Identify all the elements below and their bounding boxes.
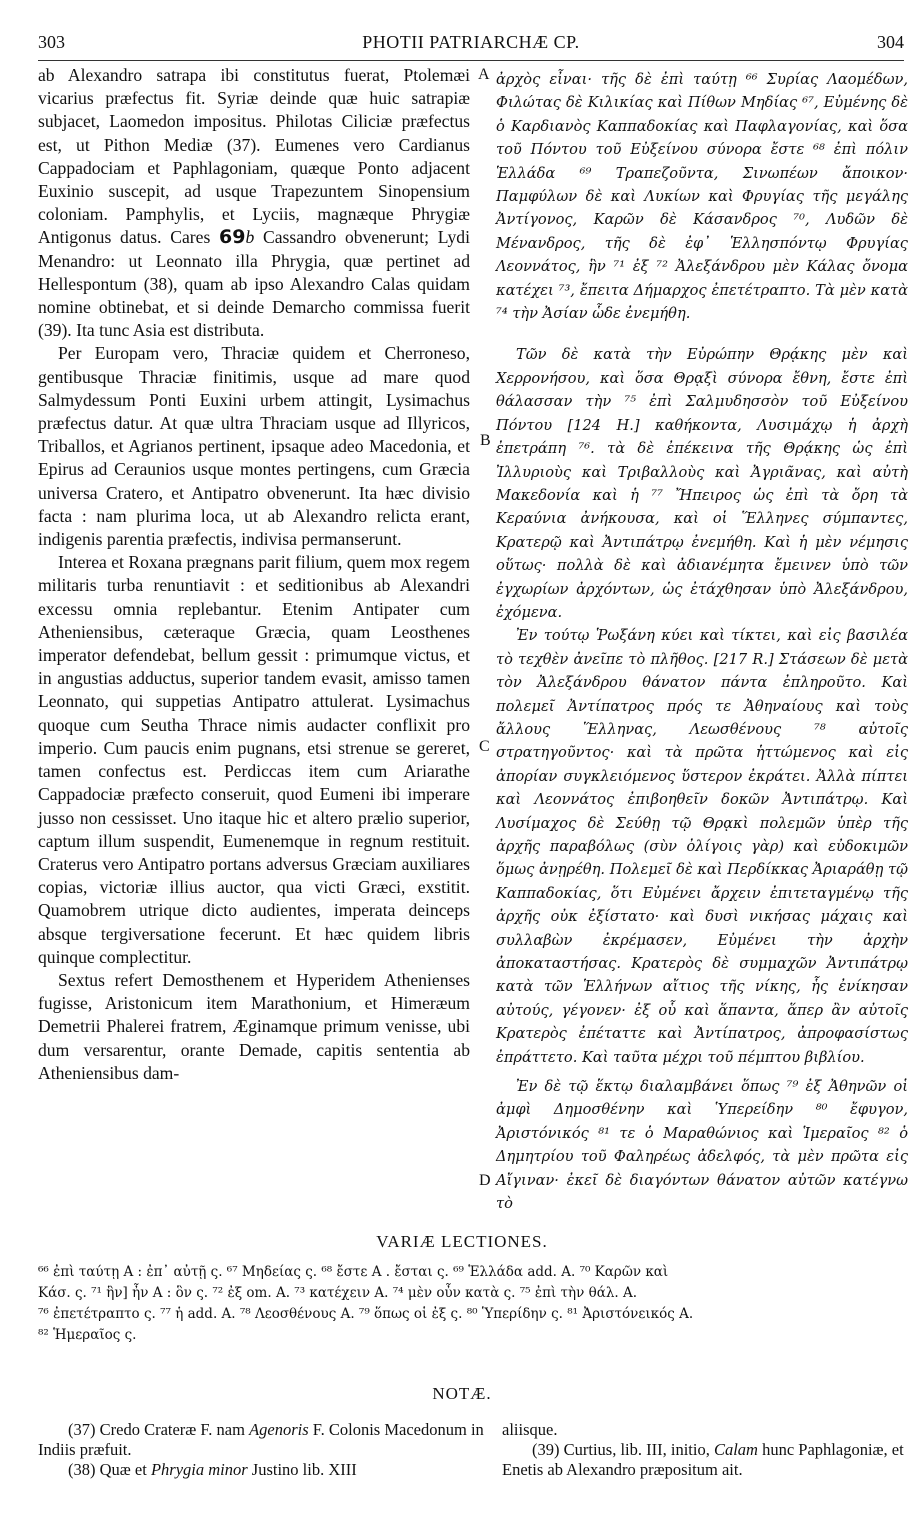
margin-letter-d: D (479, 1172, 491, 1189)
greek-paragraph-2: Τῶν δὲ κατὰ τὴν Εὐρώπην Θρᾴκης μὲν καὶ Χερρονήσου, καὶ ὅσα Θρᾳξὶ σύνορα ἔθνη, ἔστε ἐπὶ θάλασσαν τὴν ⁷⁵ ἐπὶ Σαλμυδησσὸν τοῦ Εὐξείνου Πόντου [124 H.] καθήκοντα, Λυσιμάχῳ ἡ ἀρχὴ ἐπετράπη ⁷⁶. τὰ δὲ ἐπέκεινα τῆς Θρᾴκης ὡς ἐπὶ Ἰλλυριοὺς καὶ Τριβαλλοὺς καὶ Ἀγριᾶνας, καὶ αὐτὴ Μακεδονία καὶ ἡ ⁷⁷ Ἤπειρος ὡς ἐπὶ τὰ ὄρη τὰ Κεραύνια ἀνήκουσα, καὶ οἱ Ἕλληνες σύμπαντες, Κρατερῷ καὶ Ἀντιπάτρῳ ἐνεμήθη. Καὶ ἡ μὲν νέμησις οὕτως· πολλὰ δὲ καὶ ἀδιανέμητα ἔμεινεν ὑπὸ τῶν ἐγχωρίων ἀρχόντων, ὡς ἐτάχθησαν ὑπὸ Ἀλεξάνδρου, ἐχόμενα. (496, 346, 909, 621)
variae-line-1: ⁶⁶ ἐπὶ ταύτῃ A : ἐπ᾽ αὐτῇ ς. ⁶⁷ Μηδείας ς. ⁶⁸ ἔστε A . ἔσται ς. ⁶⁹ Ἑλλάδα add. A. ⁷⁰ Καρῶν καὶ (38, 1264, 669, 1280)
note-38: (38) Quæ et Phrygia minor Justino lib. XIII (68, 1460, 357, 1479)
latin-paragraph-1 (38, 64, 470, 342)
page-number-right: 304 (877, 32, 904, 52)
note-37: (37) Credo Crateræ F. nam Agenoris F. Colonis Macedonum in Indiis præfuit. (38, 1420, 484, 1459)
latin-paragraph-4: Sextus refert Demosthenem et Hyperidem Athenienses fugisse, Aristonicum item Marathonium, et Himeræum Demetrii Phalerei fratrem, Æginamque primum venisse, ubi dum versarentur, orante Demade, capitis sententia ab Atheniensibus dam- (38, 969, 470, 1083)
greek-paragraph-3: Ἐν τούτῳ Ῥωξάνη κύει καὶ τίκτει, καὶ εἰς βασιλέα τὸ τεχθὲν ἀνεῖπε τὸ πλῆθος. [217 R.] Στάσεων δὲ μετὰ τὸν Ἀλεξάνδρου θάνατον πάντα ἐπληροῦτο. Καὶ πολεμεῖ Ἀντίπατρος πρός τε Ἀθηναίους καὶ τοὺς ἄλλους Ἕλληνας, Λεωσθένους ⁷⁸ αὐτοῖς στρατηγοῦντος· καὶ τὰ πρῶτα ἡττώμενος καὶ εἰς ἀπορίαν συγκλειόμενος ὕστερον ἐκράτει. Ἀλλὰ πίπτει καὶ Λεοννάτος ἐπιβοηθεῖν δοκῶν Ἀντιπάτρῳ. Καὶ Λυσίμαχος δὲ Σεύθῃ τῷ Θρᾳκὶ πολεμῶν ὑπὲρ τῆς ἀρχῆς παραβόλως (σὺν ὀλίγοις γὰρ) καὶ εὐδοκιμῶν ὅμως ἀνῃρέθη. Πολεμεῖ δὲ καὶ Περδίκκας Ἀριαράθῃ τῷ Καππαδοκίας, ὅτι Εὐμένει ἄρχειν ἐπιτεταγμένῳ τῆς ἀρχῆς οὐκ ἐξίστατο· καὶ δυσὶ νικήσας μάχαις καὶ συλλαβὼν ἐκρέμασεν, Εὐμένει τὴν ἀρχὴν ἀποκαταστήσας. Κρατερὸς δὲ συμμαχῶν Ἀντιπάτρῳ κατὰ τῶν Ἑλλήνων αἴτιος τῆς νίκης, ἧς ἐνίκησαν αὐτούς, γέγονεν· ἐξ οὗ καὶ ἅπαντα, ἅπερ ἂν αὐτοῖς Κρατερὸς ἐπέταττε καὶ Ἀντίπατρος, ἀπροφασίστως ἐπράττετο. Καὶ ταῦτα μέχρι τοῦ πέμπτου βιβλίου. (496, 627, 908, 1066)
latin-column (38, 64, 470, 1085)
note-38-continued: aliisque. (502, 1420, 558, 1439)
latin-text-1b: Cassandro obvenerunt; Lydi Menandro: ut Leonnato illa Phrygia, quæ pertinet ad Hellespontum (38), quam ab ipso Alexandro Calas quidam nomine obtinebat, et si deinde Demarcho commissa fuerit (39). Ita tunc Asia est distributa. (38, 227, 470, 341)
margin-letter-a: A (478, 66, 490, 83)
variae-lectiones (38, 1262, 910, 1346)
note-39: (39) Curtius, lib. III, initio, Calam hunc Paphlagoniæ, et Enetis ab Alexandro præpositum ait. (502, 1440, 904, 1479)
notes-right-column (502, 1420, 910, 1480)
variae-heading: VARIÆ LECTIONES. (376, 1232, 548, 1251)
latin-text-1a: ab Alexandro satrapa ibi constitutus fuerat, Ptolemæi vicarius præfectus fit. Syriæ deinde quæ huic satrapiæ subjacet, Laomedon impositus. Philotas Ciliciæ præfectus est, ut Pithon Mediæ (37). Eumenes vero Cardianus Cappadociam et Paphlagoniam, quæque Ponto adjacent Euxinio suscepit, ad usque Trapezuntem Sinopensium coloniam. Pamphylis, et Lyciis, magnæque Phrygiæ Antigonus datus. Cares (38, 65, 470, 248)
page-header (38, 32, 904, 58)
notae-heading: NOTÆ. (432, 1384, 492, 1403)
page-number-left: 303 (38, 32, 65, 52)
variae-line-4: ⁸² Ἡμεραῖος ς. (38, 1327, 137, 1343)
header-rule (38, 60, 904, 61)
greek-paragraph-4: Ἐν δὲ τῷ ἕκτῳ διαλαμβάνει ὅπως ⁷⁹ ἐξ Ἀθηνῶν οἱ ἀμφὶ Δημοσθένην καὶ Ὑπερείδην ⁸⁰ ἔφυγον, Ἀριστόνικός ⁸¹ τε ὁ Μαραθώνιος καὶ Ἱμεραῖος ⁸² ὁ Δημητρίου τοῦ Φαληρέως ἀδελφός, τὰ μὲν πρῶτα εἰς Αἴγιναν· ἐκεῖ δὲ διαγόντων θάνατον αὐτῶν κατέγνω τὸ (496, 1078, 908, 1213)
margin-letter-b: B (480, 432, 491, 449)
greek-paragraph-gap (496, 325, 908, 343)
column-marker-letter: b (245, 227, 255, 248)
latin-paragraph-2: Per Europam vero, Thraciæ quidem et Cherroneso, gentibusque Thraciæ finitimis, usque ad mare quod Salmydessum Ponti Euxini urbem attingit, Lysimachus præfectus datur. At quæ ultra Thraciam usque ad Illyricos, Triballos, et Agrianos pertinent, ipsaque adeo Macedonia, et Epirus ad Ceraunios usque montes pertingens, cum Græcia universa Cratero, et Antipatro obvenerunt. Ita hæc divisio facta : nam plurima loca, ut ab Alexandro relicta erant, indigenis parentia præfectis, indivisa permanserunt. (38, 343, 470, 550)
margin-letter-c: C (479, 738, 490, 755)
greek-paragraph-1: ἀρχὸς εἶναι· τῆς δὲ ἐπὶ ταύτῃ ⁶⁶ Συρίας Λαομέδων, Φιλώτας δὲ Κιλικίας καὶ Πίθων Μηδίας ⁶⁷, Εὐμένης δὲ ὁ Καρδιανὸς Καππαδοκίας καὶ Παφλαγονίας, καὶ ὅσα τοῦ Πόντου τοῦ Εὐξείνου σύνορα ἔστε ⁶⁸ ἐπὶ πόλιν Ἑλλάδα ⁶⁹ Τραπεζοῦντα, Σινωπέων ἄποικον· Παμφύλων δὲ καὶ Λυκίων καὶ Φρυγίας τῆς μεγάλης Ἀντίγονος, Καρῶν δὲ Κάσανδρος ⁷⁰, Λυδῶν δὲ Μένανδρος, τῆς δὲ ἐφ᾽ Ἑλλησπόντῳ Φρυγίας Λεοννάτος, ἣν ⁷¹ ἐξ ⁷² Ἀλεξάνδρου μὲν Κάλας ὄνομα κατέχει ⁷³, ἔπειτα Δήμαρχος ἐπετέτραπτο. Τὰ μὲν κατὰ ⁷⁴ τὴν Ἀσίαν ὧδε ἐνεμήθη. (496, 71, 908, 323)
variae-line-3: ⁷⁶ ἐπετέτραπτο ς. ⁷⁷ ἡ add. A. ⁷⁸ Λεοσθένους A. ⁷⁹ ὅπως οἱ ἐξ ς. ⁸⁰ Ὑπερίδην ς. ⁸¹ Ἀριστόνεικός A. (38, 1306, 694, 1322)
variae-line-2: Κάσ. ς. ⁷¹ ἣν] ἦν A : ὃν ς. ⁷² ἐξ om. A. ⁷³ κατέχειν A. ⁷⁴ μὲν οὖν κατὰ ς. ⁷⁵ ἐπὶ τὴν θάλ. A. (38, 1285, 638, 1301)
latin-paragraph-3: Interea et Roxana prægnans parit filium, quem mox regem militaris turba renuntiavit : et seditionibus ab Alexandri excessu omnia replebantur. Etenim Antipater cum Atheniensibus, cæteraque Græcia, quam Leosthenes imperator defendebat, bellum gessit : primumque victus, et in angustias adductus, superior tandem evasit, amisso tamen Leonnato, qui suppetias Antipatro attulerat. Lysimachus quoque cum Seutha Thrace nimis audacter conflixit pro imperio. Cum paucis enim pugnans, etsi strenue se gereret, tamen confectus est. Perdiccas item cum Ariarathe Cappadociæ præfecto conseruit, quod Eumeni ibi imperare jusso non cessisset. Uno itaque hic et altero prælio superior, captum illum suspendit, Eumenemque in regnum restituit. Craterus vero Antipatro portans adversus Græciam auxiliares copias, victoriæ illius auctor, qua victi Græci, exstitit. Quamobrem utrique dicto audientes, imperata deinceps absque tergiversatione fecerunt. Et hæc quidem libris quinque complectitur. (38, 552, 470, 967)
notes-left-column (38, 1420, 492, 1480)
greek-column (496, 68, 908, 1216)
column-number-marker: 69 (219, 226, 246, 249)
running-title: PHOTII PATRIARCHÆ CP. (362, 32, 580, 52)
